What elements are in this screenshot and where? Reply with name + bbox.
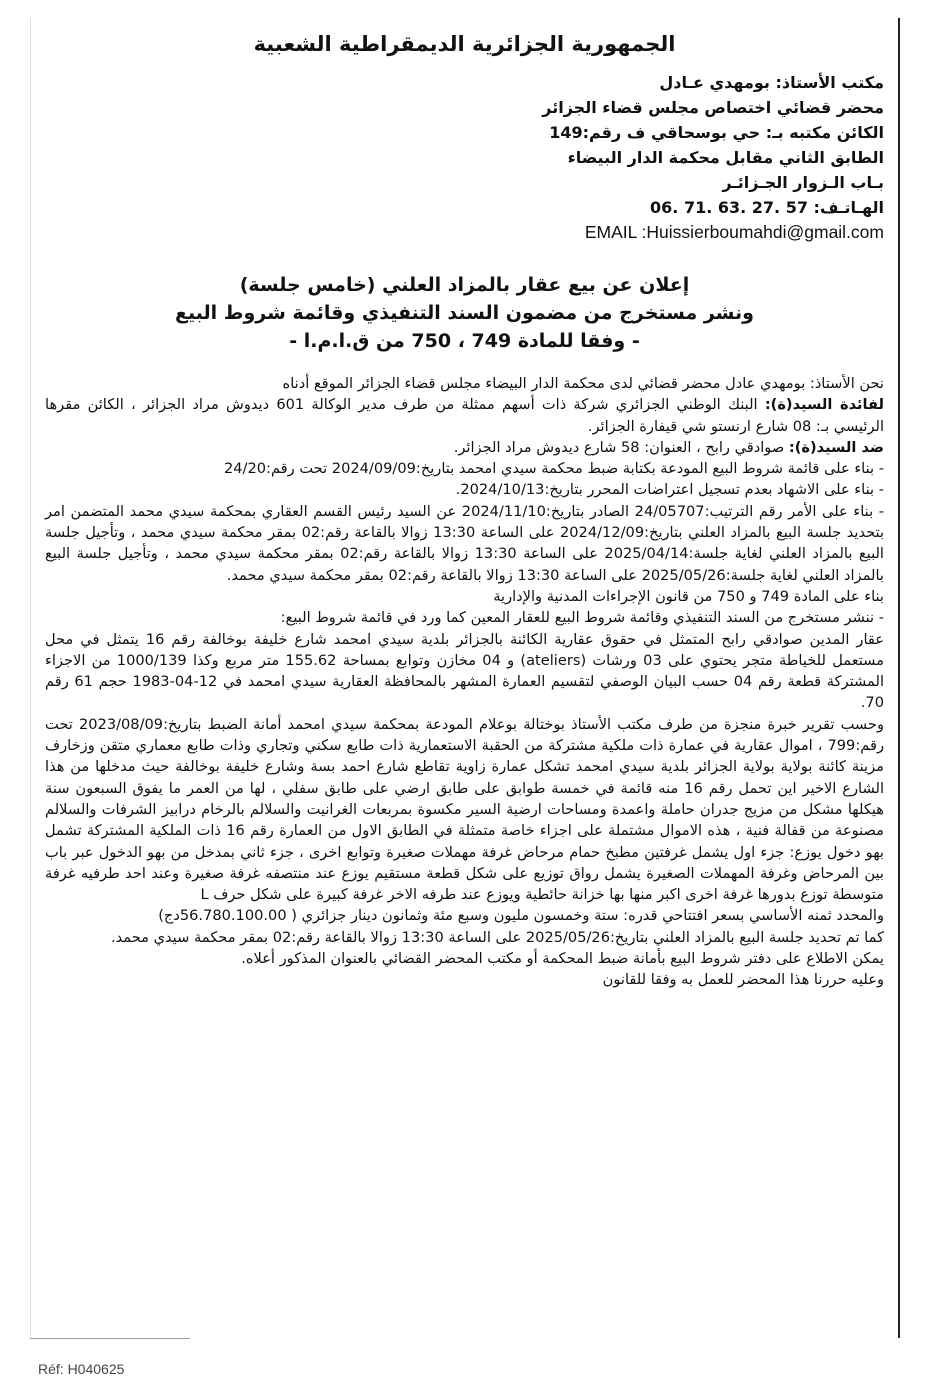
debtor-text: صوادقي رابح ، العنوان: 58 شارع ديدوش مراد الجزائر. <box>453 438 789 456</box>
intro-paragraph: نحن الأستاذ: بومهدي عادل محضر قضائي لدى محكمة الدار البيضاء مجلس قضاء الجزائر الموقع أدناه <box>282 375 884 392</box>
closing-paragraph: وعليه حررنا هذا المحضر للعمل به وفقا للقانون <box>602 971 884 989</box>
office-phone: الهـاتـف: 57 .27 .63 .71 .06 <box>650 198 884 217</box>
office-floor: الطابق الثاني مقابل محكمة الدار البيضاء <box>567 148 884 167</box>
office-address: الكائن مكتبه بـ: حي بوسحاقي ف رقم:149 <box>549 123 884 142</box>
conditions-filing-paragraph: - بناء على قائمة شروط البيع المودعة بكتابة ضبط محكمة سيدي امحمد بتاريخ:2024/09/09 تحت رقم:24/20 <box>223 460 884 478</box>
office-jurisdiction: محضر قضائي اختصاص مجلس قضاء الجزائر <box>542 98 884 117</box>
property-paragraph: عقار المدين صوادقي رابح المتمثل في حقوق عقارية الكائنة بالجزائر بلدية سيدي امحمد شارع خليفة بوخالفة رقم 16 يتمثل في محل مستعمل للخياطة متجر يحتوي على 03 ورشات (ateliers) و 04 مخازن وتوابع بمساحة 155.62 متر مربع وكذا 1000/139 من الاجزاء المشتركة قطعة رقم 04 حسب البيان الوصفي لتقسيم العمارة المشهر بالمحافظة العقارية سيدي امحمد في 12-04-1983 حجم 61 رقم 70. <box>45 630 884 712</box>
bailiff-office-block <box>41 70 888 245</box>
republic-title: الجمهورية الجزائرية الديمقراطية الشعبية <box>253 32 676 56</box>
no-objections-paragraph: - بناء على الاشهاد بعدم تسجيل اعتراضات المحرر بتاريخ:2024/10/13. <box>455 481 884 499</box>
price-paragraph: والمحدد ثمنه الأساسي بسعر افتتاحي قدره: ستة وخمسون مليون وسبع مئة وثمانون دينار جزائري ( 56.780.100.00دج) <box>158 907 884 925</box>
footer-rule <box>30 1338 190 1339</box>
expertise-paragraph: وحسب تقرير خبرة منجزة من طرف مكتب الأستاذ بوختالة بوعلام المودعة بمحكمة سيدي امحمد أمانة الضبط بتاريخ:2023/08/09 تحت رقم:799 ، اموال عقارية في عمارة ذات ملكية مشتركة من الحقبة الاستعمارية ذات طابع سكني وتجاري وذات طابع معماري متقن وزخارف مزينة كائنة بولاية بولاية الجزائر بلدية سيدي امحمد تشكل عمارة زاوية تقاطع شارع احمد بسة وشارع خليفة بوخالفة حيث مدخلها من هذا الشارع الاخير اين تحمل رقم 16 منه قائمة في خمسة طوابق على طابق ارضي على طابق سفلي ، لها من العمر ما يفوق السبعون سنة هيكلها مشكل من مزيج جدران حاملة واعمدة ومساحات ارضية السير مكسوة بمربعات الغرانيت والسلالم بالرخام درابيز الشرفات والسلالم مصنوعة من قفالة فنية ، هذه الاموال مشتملة على اجزاء خاصة متمثلة في الطابق الاول من العمارة رقم 16 ذات الملكية المشتركة تشمل بهو دخول يوزع: جزء اول يشمل غرفتين مطبخ حمام مرحاض غرفة مهملات صغيرة وتوابع اخرى ، جزء ثاني بمدخل من بهو الدخول عبر باب بين المرحاض وغرفة المهملات الصغيرة يشمل رواق توزيع على شكل قطعة مستقيم يوزع عند منتصفه غرفة صغيرة وعند احد طرفيه غرفة متوسطة توزع بدورها غرفة اخرى اكبر منها بها خزانة حائطية ويوزع عند طرفه الاخر غرفة كبيرة على شكل حرف L <box>45 715 884 904</box>
office-city: بـاب الـزوار الجـزائـر <box>722 173 884 192</box>
notice-body <box>41 373 888 991</box>
consultation-paragraph: يمكن الاطلاع على دفتر شروط البيع بأمانة ضبط المحكمة أو مكتب المحضر القضائي بالعنوان المذكور أعلاه. <box>241 950 884 968</box>
legal-basis-paragraph: بناء على المادة 749 و 750 من قانون الإجراءات المدنية والإدارية <box>493 587 884 605</box>
creditor-text: البنك الوطني الجزائري شركة ذات أسهم ممثلة من طرف مدير الوكالة 601 ديدوش مراد الجزائر ، الكائن مقرها الرئيسي بـ: 08 شارع ارنستو شي قيفارة الجزائر. <box>45 396 884 435</box>
office-email: EMAIL :Huissierboumahdi@gmail.com <box>584 222 884 242</box>
court-order-paragraph: - بناء على الأمر رقم الترتيب:24/05707 الصادر بتاريخ:2024/11/10 عن السيد رئيس القسم العقاري بمحكمة سيدي محمد المتضمن امر بتحديد جلسة البيع بالمزاد العلني بتاريخ:2024/12/09 على الساعة 13:30 زوالا بالقاعة رقم:02 بمقر محكمة سيدي محمد ، وتأجيل جلسة البيع بالمزاد العلني لغاية جلسة:2025/04/14 على الساعة 13:30 زوالا بالقاعة رقم:02 بمقر محكمة سيدي محمد ، وتأجيل جلسة البيع بالمزاد العلني لغاية جلسة:2025/05/26 على الساعة 13:30 زوالا بالقاعة رقم:02 بمقر محكمة سيدي محمد. <box>45 502 885 584</box>
headline-line-2: ونشر مستخرج من مضمون السند التنفيذي وقائمة شروط البيع <box>175 302 754 324</box>
office-name: مكتب الأستاذ: بومهدي عـادل <box>659 73 884 92</box>
debtor-label: ضد السيد(ة): <box>788 438 884 456</box>
headline-line-3: - وفقا للمادة 749 ، 750 من ق.ا.م.ا - <box>289 330 640 352</box>
creditor-label: لفائدة السيد(ة): <box>764 396 884 414</box>
debtor-paragraph <box>45 437 884 458</box>
hearing-date-paragraph: كما تم تحديد جلسة البيع بالمزاد العلني بتاريخ:2025/05/26 على الساعة 13:30 زوالا بالقاعة رقم:02 بمقر محكمة سيدي محمد. <box>110 928 884 946</box>
publication-paragraph: - ننشر مستخرج من السند التنفيذي وقائمة شروط البيع للعقار المعين كما ورد في قائمة شروط البيع: <box>280 609 884 627</box>
creditor-paragraph <box>45 394 884 437</box>
reference-number: Réf: H040625 <box>38 1361 125 1377</box>
headline-line-1: إعلان عن بيع عقار بالمزاد العلني (خامس جلسة) <box>239 274 690 296</box>
notice-headline <box>41 271 888 355</box>
notice-page <box>30 18 900 1338</box>
